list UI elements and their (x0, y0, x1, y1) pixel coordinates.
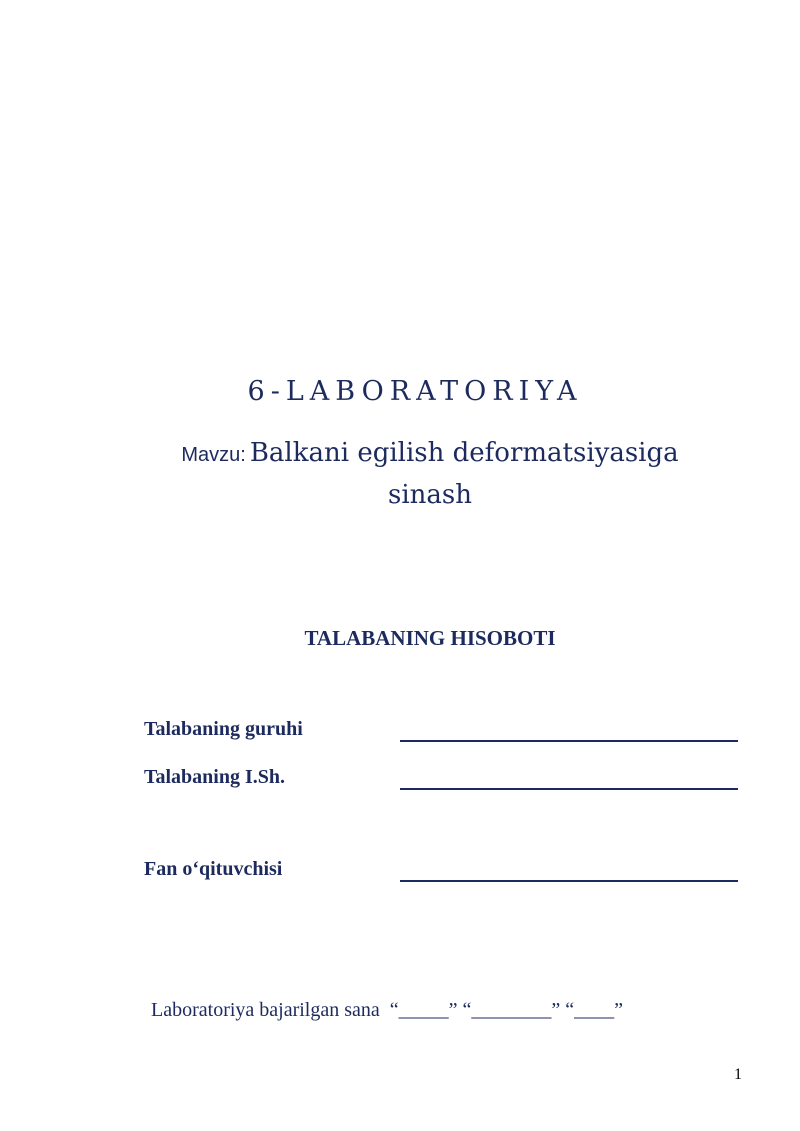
report-heading: TALABANING HISOBOTI (304, 626, 556, 650)
field-row-student-name (144, 766, 744, 796)
lab-title: 6-LABORATORIYA (247, 376, 583, 407)
field-label-group: Talabaning guruhi (144, 718, 303, 740)
field-blank-student-name (400, 788, 738, 790)
field-row-teacher (144, 858, 744, 888)
topic-block (150, 434, 710, 518)
topic-label: Mavzu: (181, 444, 246, 466)
field-label-teacher: Fan o‘qituvchisi (144, 858, 283, 880)
field-label-student-name: Talabaning I.Sh. (144, 766, 286, 788)
field-blank-group (400, 740, 738, 742)
completion-date-line: Laboratoriya bajarilgan sana “_____” “________” “____” (151, 999, 624, 1021)
page-number: 1 (734, 1066, 742, 1083)
topic-text: Balkani egilish deformatsiyasiga sinash (249, 438, 679, 510)
field-row-group (144, 718, 744, 748)
field-blank-teacher (400, 880, 738, 882)
